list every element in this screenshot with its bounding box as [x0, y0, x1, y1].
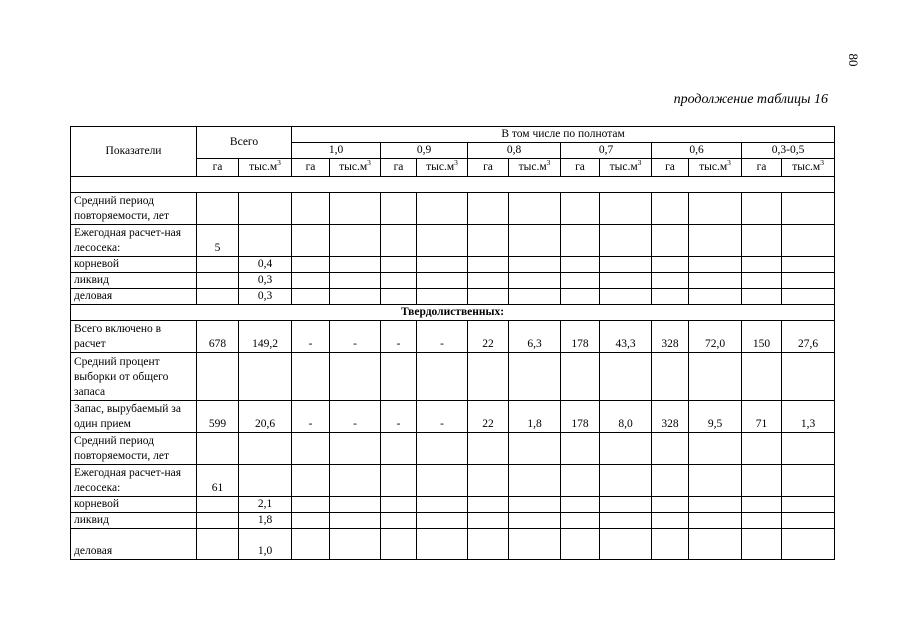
header-unit-volume — [330, 159, 381, 177]
table-cell — [742, 273, 782, 289]
table-cell — [509, 353, 561, 401]
table-row — [71, 321, 835, 353]
table-cell — [330, 193, 381, 225]
table-cell — [468, 273, 509, 289]
table-cell — [689, 529, 742, 560]
table-cell — [330, 273, 381, 289]
table-cell — [239, 353, 292, 401]
table-cell: 22 — [468, 401, 509, 433]
table-cell — [600, 273, 652, 289]
table-cell — [417, 529, 468, 560]
table-cell: - — [417, 401, 468, 433]
table-cell: 71 — [742, 401, 782, 433]
table-cell: 178 — [561, 401, 600, 433]
row-label: ликвид — [71, 513, 197, 529]
table-cell — [742, 257, 782, 273]
table-cell — [652, 289, 689, 305]
header-unit-volume — [782, 159, 835, 177]
table-cell: 0,4 — [239, 257, 292, 273]
unit-volume-text: тыс.м — [792, 161, 821, 173]
table-cell: 72,0 — [689, 321, 742, 353]
header-density: 0,8 — [468, 143, 561, 159]
table-cell — [381, 497, 417, 513]
table-row — [71, 513, 835, 529]
unit-exponent: 3 — [367, 158, 371, 168]
table-cell — [417, 497, 468, 513]
row-label: ликвид — [71, 273, 197, 289]
table-cell — [417, 465, 468, 497]
table-cell — [239, 193, 292, 225]
table-cell — [292, 273, 330, 289]
table-cell — [561, 289, 600, 305]
table-cell — [782, 353, 835, 401]
table-row — [71, 273, 835, 289]
table-caption: продолжение таблицы 16 — [673, 92, 828, 107]
table-cell — [600, 257, 652, 273]
table-cell — [381, 257, 417, 273]
header-unit-ha: га — [381, 159, 417, 177]
section-title: Твердолиственных: — [71, 305, 835, 321]
table-cell: 27,6 — [782, 321, 835, 353]
table-cell — [561, 497, 600, 513]
table-cell: 328 — [652, 401, 689, 433]
table-cell — [652, 257, 689, 273]
table-cell: - — [330, 401, 381, 433]
table-cell — [509, 529, 561, 560]
table-cell — [239, 433, 292, 465]
table-cell — [561, 257, 600, 273]
table-cell — [600, 353, 652, 401]
table-cell — [689, 257, 742, 273]
header-indicators: Показатели — [71, 127, 197, 177]
table-cell — [742, 433, 782, 465]
table-cell — [417, 273, 468, 289]
header-total: Всего — [197, 127, 292, 159]
table-cell: 178 — [561, 321, 600, 353]
table-cell — [782, 465, 835, 497]
table-cell — [468, 257, 509, 273]
table-cell — [468, 529, 509, 560]
table-cell — [292, 225, 330, 257]
table-cell: 0,3 — [239, 273, 292, 289]
table-cell — [509, 257, 561, 273]
table-cell — [561, 225, 600, 257]
table-cell: - — [417, 321, 468, 353]
table-row — [71, 465, 835, 497]
table-cell — [417, 513, 468, 529]
table-cell — [742, 497, 782, 513]
unit-exponent: 3 — [820, 158, 824, 168]
unit-volume-text: тыс.м — [426, 161, 455, 173]
header-unit-ha: га — [652, 159, 689, 177]
header-unit-ha: га — [197, 159, 239, 177]
table-cell — [600, 433, 652, 465]
table-cell — [782, 497, 835, 513]
table-cell — [330, 497, 381, 513]
table-cell — [239, 225, 292, 257]
table-cell: 1,3 — [782, 401, 835, 433]
row-label: деловая — [71, 529, 197, 560]
table-row — [71, 497, 835, 513]
table-cell — [381, 193, 417, 225]
header-unit-volume — [239, 159, 292, 177]
table-cell — [239, 465, 292, 497]
row-label: Ежегодная расчет-ная лесосека: — [71, 225, 197, 257]
table-cell — [689, 193, 742, 225]
table-cell: 1,8 — [509, 401, 561, 433]
unit-exponent: 3 — [454, 158, 458, 168]
table-cell — [742, 193, 782, 225]
table-cell — [561, 193, 600, 225]
table-cell — [417, 225, 468, 257]
table-cell — [292, 433, 330, 465]
row-label: Средний период повторяемости, лет — [71, 433, 197, 465]
table-cell — [742, 353, 782, 401]
table-cell — [417, 433, 468, 465]
table-cell — [381, 273, 417, 289]
unit-volume-text: тыс.м — [339, 161, 368, 173]
unit-exponent: 3 — [727, 158, 731, 168]
table-cell — [509, 193, 561, 225]
table-row — [71, 433, 835, 465]
table-cell — [600, 193, 652, 225]
table-cell — [381, 289, 417, 305]
table-cell — [652, 497, 689, 513]
header-unit-ha: га — [561, 159, 600, 177]
table-cell — [468, 193, 509, 225]
table-cell — [197, 433, 239, 465]
table-cell — [782, 225, 835, 257]
table-cell — [197, 529, 239, 560]
table-cell — [417, 353, 468, 401]
table-row — [71, 401, 835, 433]
table-cell — [689, 433, 742, 465]
forest-table — [70, 126, 835, 560]
unit-volume-text: тыс.м — [249, 161, 278, 173]
table-cell — [197, 353, 239, 401]
table-cell — [782, 257, 835, 273]
table-cell — [742, 513, 782, 529]
header-density: 0,7 — [561, 143, 652, 159]
row-label: Средний период повторяемости, лет — [71, 193, 197, 225]
table-cell — [689, 289, 742, 305]
unit-volume-text: тыс.м — [699, 161, 728, 173]
row-label: корневой — [71, 257, 197, 273]
header-unit-ha: га — [468, 159, 509, 177]
table-cell: 599 — [197, 401, 239, 433]
table-cell — [509, 497, 561, 513]
table-cell — [509, 225, 561, 257]
section-row — [71, 305, 835, 321]
table-cell — [381, 465, 417, 497]
table-cell — [689, 497, 742, 513]
table-cell — [782, 289, 835, 305]
table-cell: 9,5 — [689, 401, 742, 433]
table-cell — [652, 513, 689, 529]
unit-exponent: 3 — [277, 158, 281, 168]
table-cell: 5 — [197, 225, 239, 257]
table-cell — [782, 529, 835, 560]
header-density: 0,6 — [652, 143, 742, 159]
table-cell — [652, 465, 689, 497]
table-cell: 1,0 — [239, 529, 292, 560]
table-cell: 22 — [468, 321, 509, 353]
table-cell — [197, 513, 239, 529]
table-cell: 328 — [652, 321, 689, 353]
row-label: Всего включено в расчет — [71, 321, 197, 353]
table-cell — [782, 433, 835, 465]
table-cell — [652, 353, 689, 401]
header-unit-ha: га — [742, 159, 782, 177]
table-cell — [292, 353, 330, 401]
table-cell — [292, 289, 330, 305]
table-cell — [381, 433, 417, 465]
table-cell — [381, 513, 417, 529]
table-cell — [330, 465, 381, 497]
table-cell — [381, 529, 417, 560]
table-cell — [509, 513, 561, 529]
header-by-density: В том числе по полнотам — [292, 127, 835, 143]
header-density: 0,3-0,5 — [742, 143, 835, 159]
table-cell: 149,2 — [239, 321, 292, 353]
table-cell — [689, 353, 742, 401]
table-row — [71, 193, 835, 225]
table-cell — [468, 465, 509, 497]
table-cell — [292, 257, 330, 273]
table-cell — [330, 257, 381, 273]
unit-exponent: 3 — [637, 158, 642, 168]
table-row — [71, 529, 835, 560]
table-cell: - — [330, 321, 381, 353]
table-cell — [468, 513, 509, 529]
table-cell — [468, 433, 509, 465]
table-cell — [561, 465, 600, 497]
table-cell — [652, 193, 689, 225]
table-cell — [509, 433, 561, 465]
header-density: 1,0 — [292, 143, 381, 159]
table-cell: 61 — [197, 465, 239, 497]
table-cell — [509, 465, 561, 497]
table-cell: 678 — [197, 321, 239, 353]
table-cell — [782, 193, 835, 225]
table-cell: 20,6 — [239, 401, 292, 433]
table-cell — [561, 513, 600, 529]
row-label: Запас, вырубаемый за один прием — [71, 401, 197, 433]
header-unit-ha: га — [292, 159, 330, 177]
unit-exponent: 3 — [546, 158, 551, 168]
table-cell — [561, 273, 600, 289]
table-cell — [417, 289, 468, 305]
table-cell — [381, 225, 417, 257]
table-cell — [600, 497, 652, 513]
header-unit-volume — [689, 159, 742, 177]
table-cell — [330, 433, 381, 465]
table-cell — [561, 529, 600, 560]
table-cell — [509, 289, 561, 305]
table-cell — [197, 193, 239, 225]
table-cell — [782, 513, 835, 529]
table-cell — [292, 193, 330, 225]
table-cell — [689, 273, 742, 289]
table-cell: - — [381, 401, 417, 433]
table-cell — [330, 289, 381, 305]
table-cell: - — [292, 321, 330, 353]
table-cell — [292, 465, 330, 497]
row-label: Ежегодная расчет-ная лесосека: — [71, 465, 197, 497]
table-cell — [561, 353, 600, 401]
table-cell — [197, 273, 239, 289]
table-cell — [197, 497, 239, 513]
table-cell: 0,3 — [239, 289, 292, 305]
table-cell — [600, 225, 652, 257]
table-cell — [782, 273, 835, 289]
page-number: 80 — [846, 53, 861, 67]
table-cell — [742, 465, 782, 497]
table-cell — [292, 513, 330, 529]
table-cell — [330, 529, 381, 560]
unit-volume-text: тыс.м — [518, 161, 547, 173]
table-cell — [330, 225, 381, 257]
table-cell — [742, 529, 782, 560]
table-cell — [652, 529, 689, 560]
table-cell — [468, 225, 509, 257]
table-cell — [330, 353, 381, 401]
table-cell — [600, 529, 652, 560]
table-cell — [600, 513, 652, 529]
table-cell — [689, 225, 742, 257]
table-cell: 6,3 — [509, 321, 561, 353]
table-cell: - — [381, 321, 417, 353]
table-cell — [292, 529, 330, 560]
row-label: Средний процент выборки от общего запаса — [71, 353, 197, 401]
header-unit-volume — [600, 159, 652, 177]
table-cell — [468, 289, 509, 305]
table-cell — [381, 353, 417, 401]
table-cell — [561, 433, 600, 465]
table-cell: 150 — [742, 321, 782, 353]
header-unit-volume — [509, 159, 561, 177]
table-cell — [417, 257, 468, 273]
table-row — [71, 225, 835, 257]
table-cell — [689, 465, 742, 497]
row-label: корневой — [71, 497, 197, 513]
table-cell — [509, 273, 561, 289]
table-cell: 2,1 — [239, 497, 292, 513]
table-cell: - — [292, 401, 330, 433]
table-cell — [652, 433, 689, 465]
table-cell — [742, 225, 782, 257]
table-cell: 8,0 — [600, 401, 652, 433]
table-cell — [652, 273, 689, 289]
table-cell — [652, 225, 689, 257]
table-row — [71, 353, 835, 401]
blank-row — [71, 177, 835, 193]
unit-volume-text: тыс.м — [609, 161, 638, 173]
table-cell — [197, 257, 239, 273]
table-cell — [742, 289, 782, 305]
header-density: 0,9 — [381, 143, 468, 159]
header-unit-volume — [417, 159, 468, 177]
table-cell — [600, 289, 652, 305]
table-cell — [468, 353, 509, 401]
table-cell: 43,3 — [600, 321, 652, 353]
table-row — [71, 257, 835, 273]
table-cell — [600, 465, 652, 497]
table-cell — [417, 193, 468, 225]
table-cell: 1,8 — [239, 513, 292, 529]
table-cell — [689, 513, 742, 529]
row-label: деловая — [71, 289, 197, 305]
table-cell — [292, 497, 330, 513]
table-cell — [197, 289, 239, 305]
table-row — [71, 289, 835, 305]
table-cell — [330, 513, 381, 529]
table-cell — [468, 497, 509, 513]
